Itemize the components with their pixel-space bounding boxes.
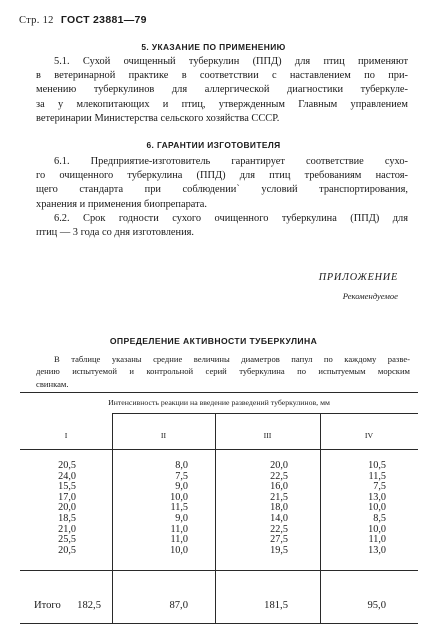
table-cell: 17,0 <box>58 491 76 503</box>
section-6-line: го очищенного туберкулина (ППД) для птиц требованиям настоя- <box>36 170 408 182</box>
table-cell: 10,0 <box>368 523 386 535</box>
table-cell: 13,0 <box>368 544 386 556</box>
table-cell: 22,5 <box>270 470 288 482</box>
table-cell: 10,0 <box>368 502 386 514</box>
table-cell: 18,5 <box>58 512 76 524</box>
section-6-line: птиц — 3 года со дня изготовления. <box>36 226 195 238</box>
table-cell: 8,0 <box>175 460 188 471</box>
table-cell: 16,0 <box>270 481 288 493</box>
column-ii-values <box>152 461 188 556</box>
table-cell: 22,5 <box>270 523 288 535</box>
section-5-line: менению туберкулинов для аллергической диагностики туберкуле- <box>36 84 408 96</box>
table-cell: 11,5 <box>368 470 386 482</box>
section-6-body <box>36 155 408 240</box>
section-5-line: ветеринарии Министерства сельского хозяйства СССР. <box>36 112 280 124</box>
appendix-status: Рекомендуемое <box>342 291 398 301</box>
table-cell: 13,0 <box>368 491 386 503</box>
table-cell: 11,0 <box>170 523 188 535</box>
page-number: Стр. 12 <box>19 15 54 26</box>
table-cell: 20,5 <box>58 544 76 556</box>
column-iv-values <box>350 461 386 556</box>
column-header-iv: IV <box>364 431 374 440</box>
section-5-line: в ветеринарной практике в соответствии с наставлением по при- <box>36 70 408 82</box>
table-cell: 11,5 <box>170 502 188 514</box>
section-6-title: 6. ГАРАНТИИ ИЗГОТОВИТЕЛЯ <box>146 140 281 150</box>
table-body-rule <box>20 449 418 450</box>
table-cell: 18,0 <box>270 502 288 514</box>
table-cell: 10,5 <box>368 460 386 471</box>
appendix-label: ПРИЛОЖЕНИЕ <box>318 272 398 283</box>
section-6-line: 6.2. Срок годности сухого очищенного туберкулина (ППД) для <box>54 212 408 224</box>
table-cell: 10,0 <box>170 544 188 556</box>
running-head <box>19 14 147 26</box>
table-cell: 9,0 <box>175 481 188 493</box>
table-cell: 11,0 <box>368 534 386 546</box>
section-6-line: хранения и применения биопрепарата. <box>36 198 208 210</box>
table-cell: 25,5 <box>58 534 76 546</box>
table-column-divider <box>112 413 113 623</box>
table-totals-rule <box>20 570 418 571</box>
standard-number: ГОСТ 23881—79 <box>60 14 147 26</box>
section-5-line: за у млекопитающих и птиц, утвержденным Главным управлением <box>36 98 408 110</box>
total-i: 182,5 <box>77 600 101 611</box>
table-cell: 7,5 <box>175 470 188 482</box>
section-6-line: щего стандарта при соблюдении` условий транспортирования, <box>36 184 408 196</box>
column-iii-values <box>252 461 288 556</box>
column-i-values <box>40 461 76 556</box>
column-header-iii: III <box>263 431 272 440</box>
totals-label: Итого <box>34 600 61 611</box>
section-5-body <box>36 55 408 126</box>
appendix-intro <box>36 353 410 390</box>
column-header-ii: II <box>160 431 167 440</box>
table-cell: 27,5 <box>270 534 288 546</box>
appendix-intro-line: В таблице указаны средние величины диаметров папул по каждому разве- <box>54 354 410 364</box>
section-6-line: 6.1. Предприятие-изготовитель гарантирует соответствие сухо- <box>54 156 408 167</box>
table-cell: 21,0 <box>58 523 76 535</box>
table-cell: 8,5 <box>373 512 386 524</box>
table-cell: 19,5 <box>270 544 288 556</box>
table-column-divider <box>320 413 321 623</box>
table-cell: 7,5 <box>373 481 386 493</box>
table-cell: 20,0 <box>58 502 76 514</box>
table-cell: 21,5 <box>270 491 288 503</box>
table-cell: 24,0 <box>58 470 76 482</box>
table-cell: 11,0 <box>170 534 188 546</box>
table-header-rule <box>112 413 418 414</box>
table-cell: 10,0 <box>170 491 188 503</box>
table-header-title: Интенсивность реакции на введение разведений туберкулинов, мм <box>108 398 330 407</box>
appendix-intro-line: свинкам. <box>36 378 69 389</box>
section-5-title: 5. УКАЗАНИЕ ПО ПРИМЕНЕНИЮ <box>141 42 286 52</box>
table-top-rule <box>20 392 418 393</box>
table-cell: 14,0 <box>270 512 288 524</box>
appendix-title: ОПРЕДЕЛЕНИЕ АКТИВНОСТИ ТУБЕРКУЛИНА <box>109 336 318 346</box>
table-cell: 20,5 <box>58 460 76 471</box>
table-cell: 9,0 <box>175 512 188 524</box>
total-ii: 87,0 <box>169 600 188 611</box>
section-5-line: 5.1. Сухой очищенный туберкулин (ППД) для птиц применяют <box>54 56 408 67</box>
column-header-i: I <box>64 431 68 440</box>
table-cell: 15,5 <box>58 481 76 493</box>
table-cell: 20,0 <box>270 460 288 471</box>
table-column-divider <box>215 413 216 623</box>
total-iii: 181,5 <box>264 600 288 611</box>
total-iv: 95,0 <box>367 600 386 611</box>
table-bottom-rule <box>20 623 418 624</box>
appendix-intro-line: дению испытуемой и контрольной серий туберкулина по испытуемым морским <box>36 366 410 377</box>
